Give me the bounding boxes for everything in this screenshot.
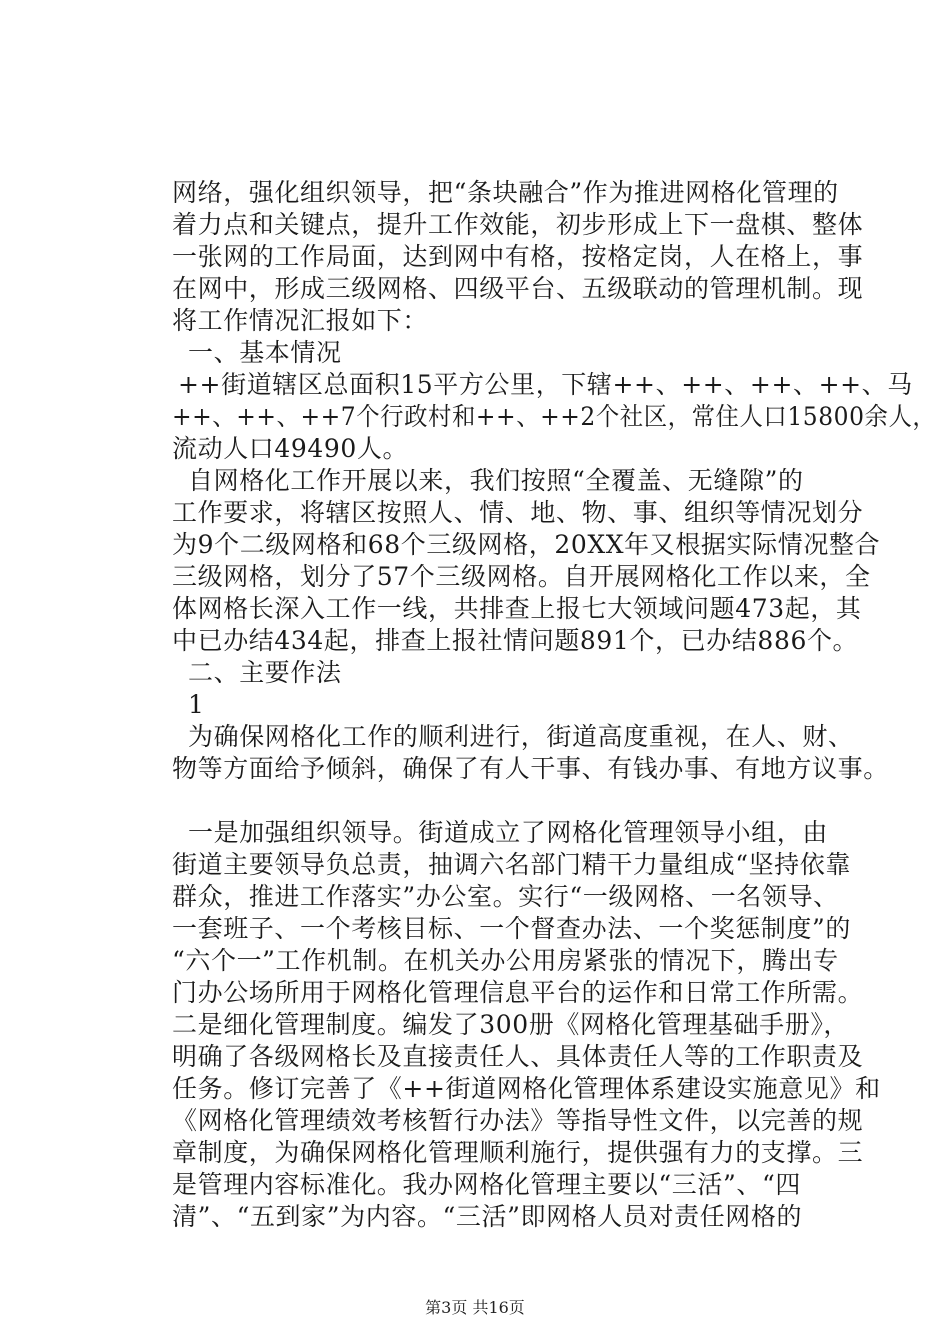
page-footer: 第3页 共16页 — [425, 1298, 525, 1317]
text-line: ++、++、++7个行政村和++、++2个社区，常住人口15800余人， — [172, 402, 937, 431]
text-line: 为确保网格化工作的顺利进行，街道高度重视，在人、财、 — [188, 722, 854, 751]
text-line: 物等方面给予倾斜，确保了有人干事、有钱办事、有地方议事。 — [172, 754, 889, 783]
text-line: 一套班子、一个考核目标、一个督查办法、一个奖惩制度”的 — [172, 914, 851, 943]
text-line: 二是细化管理制度。编发了300册《网格化管理基础手册》， — [172, 1010, 850, 1039]
text-line: 自网格化工作开展以来，我们按照“全覆盖、无缝隙”的 — [188, 466, 804, 495]
text-line: 清”、“五到家”为内容。“三活”即网格人员对责任网格的 — [172, 1202, 803, 1231]
text-line: 明确了各级网格长及直接责任人、具体责任人等的工作职责及 — [172, 1042, 864, 1071]
text-line: 流动人口49490人。 — [172, 434, 409, 463]
text-line: “六个一”工作机制。在机关办公用房紧张的情况下，腾出专 — [172, 946, 839, 975]
text-line: 着力点和关键点，提升工作效能，初步形成上下一盘棋、整体 — [172, 210, 864, 239]
text-line: 《网格化管理绩效考核暂行办法》等指导性文件，以完善的规 — [172, 1106, 864, 1135]
text-line: ++街道辖区总面积15平方公里，下辖++、++、++、++、马 — [178, 370, 913, 399]
text-line: 是管理内容标准化。我办网格化管理主要以“三活”、“四 — [172, 1170, 801, 1199]
text-line: 街道主要领导负总责，抽调六名部门精干力量组成“坚持依靠 — [172, 850, 851, 879]
text-line: 三级网格，划分了57个三级网格。自开展网格化工作以来，全 — [172, 562, 871, 591]
text-line: 将工作情况汇报如下： — [172, 306, 429, 335]
text-line: 一张网的工作局面，达到网中有格，按格定岗，人在格上，事 — [172, 242, 864, 271]
text-line: 在网中，形成三级网格、四级平台、五级联动的管理机制。现 — [172, 274, 864, 303]
text-line: 门办公场所用于网格化管理信息平台的运作和日常工作所需。 — [172, 978, 864, 1007]
text-line: 为9个二级网格和68个三级网格，20XX年又根据实际情况整合 — [172, 530, 881, 559]
text-line: 网络，强化组织领导，把“条块融合”作为推进网格化管理的 — [172, 178, 839, 207]
text-line: 章制度，为确保网格化管理顺利施行，提供强有力的支撑。三 — [172, 1138, 864, 1167]
section-heading: 二、主要作法 — [188, 658, 342, 687]
item-number: 1 — [188, 690, 205, 719]
section-heading: 一、基本情况 — [188, 338, 342, 367]
text-line: 一是加强组织领导。街道成立了网格化管理领导小组，由 — [188, 818, 829, 847]
text-line: 体网格长深入工作一线，共排查上报七大领域问题473起，其 — [172, 594, 862, 623]
text-line: 群众，推进工作落实”办公室。实行“一级网格、一名领导、 — [172, 882, 839, 911]
text-line: 中已办结434起，排查上报社情问题891个，已办结886个。 — [172, 626, 859, 655]
text-line: 任务。修订完善了《++街道网格化管理体系建设实施意见》和 — [172, 1074, 881, 1103]
text-line: 工作要求，将辖区按照人、情、地、物、事、组织等情况划分 — [172, 498, 864, 527]
